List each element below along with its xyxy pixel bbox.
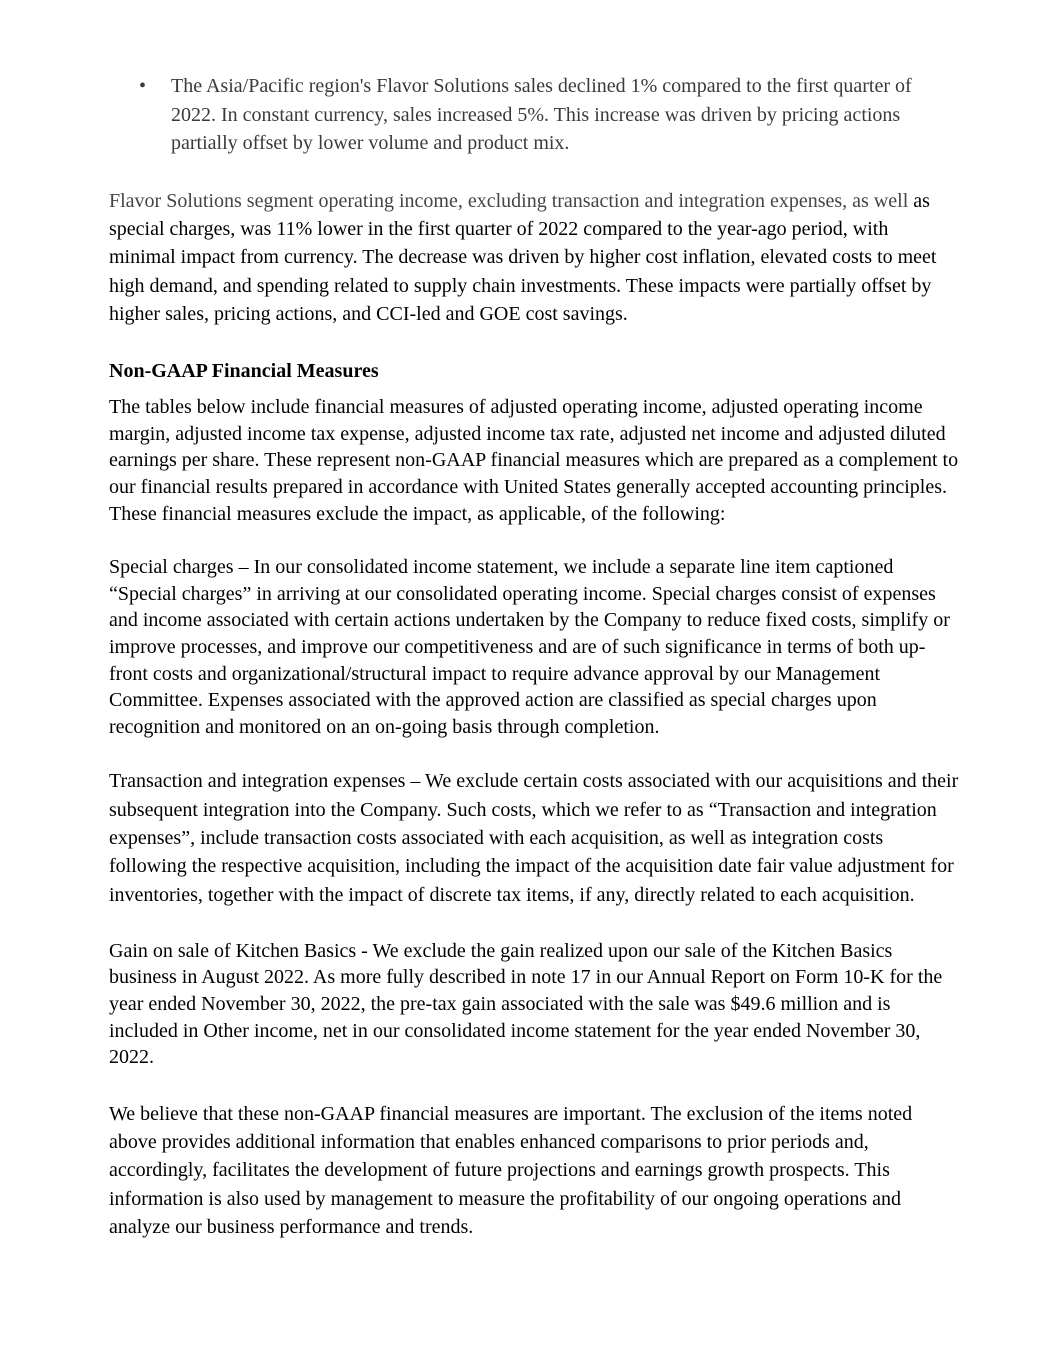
paragraph-special-charges: Special charges – In our consolidated income statement, we include a separate line item captioned “Special charges” in arriving at our consolidated operating income. Special charges consist of expenses and income associated with certain actions undertaken by the Company to reduce fixed costs, simplify or improve processes, and improve our competitiveness and are of such significance in terms of both up-front costs and organizational/structural impact to require advance approval by our Management Committee. Expenses associated with the approved action are classified as special charges upon recognition and monitored on an on-going basis through completion. xyxy=(109,556,950,738)
section-heading: Non-GAAP Financial Measures xyxy=(109,360,379,383)
operating-income-lead: Flavor Solutions segment operating income, excluding transaction and integration expenses, as well xyxy=(109,189,909,212)
paragraph-transaction-integration: Transaction and integration expenses – We exclude certain costs associated with our acquisitions and their subsequent integration into the Company. Such costs, which we refer to as “Transaction and integration expenses”, include transaction costs associated with each acquisition, as well as integration costs following the respective acquisition, including the impact of the acquisition date fair value adjustment for inventories, together with the impact of discrete tax items, if any, directly related to each acquisition. xyxy=(109,770,959,906)
operating-income-rest: as special charges, was 11% lower in the first quarter of 2022 compared to the year-ago period, with minimal impact from currency. The decrease was driven by higher cost inflation, elevated costs to meet high demand, and spending related to supply chain investments. These impacts were partially offset by higher sales, pricing actions, and CCI-led and GOE cost savings. xyxy=(109,189,937,325)
paragraph-kitchen-basics: Gain on sale of Kitchen Basics - We exclude the gain realized upon our sale of the Kitchen Basics business in August 2022. As more fully described in note 17 in our Annual Report on Form 10-K for the year ended November 30, 2022, the pre-tax gain associated with the sale was $49.6 million and is included in Other income, net in our consolidated income statement for the year ended November 30, 2022. xyxy=(109,939,943,1069)
paragraph-belief: We believe that these non-GAAP financial measures are important. The exclusion of the items noted above provides additional information that enables enhanced comparisons to prior periods and, accordingly, facilitates the development of future projections and earnings growth prospects. This information is also used by management to measure the profitability of our ongoing operations and analyze our business performance and trends. xyxy=(109,1102,913,1239)
bullet-marker: • xyxy=(139,75,147,97)
document-page xyxy=(109,72,959,1241)
bullet-text: The Asia/Pacific region's Flavor Solutions sales declined 1% compared to the first quarter of 2022. In constant currency, sales increased 5%. This increase was driven by pricing actions partially offset by lower volume and product mix. xyxy=(171,75,912,155)
paragraph-intro: The tables below include financial measures of adjusted operating income, adjusted operating income margin, adjusted income tax expense, adjusted income tax rate, adjusted net income and adjusted diluted earnings per share. These represent non-GAAP financial measures which are prepared as a complement to our financial results prepared in accordance with United States generally accepted accounting principles. These financial measures exclude the impact, as applicable, of the following: xyxy=(109,396,959,525)
paragraph-operating-income xyxy=(109,187,959,328)
bullet-asia-pacific xyxy=(109,72,959,158)
